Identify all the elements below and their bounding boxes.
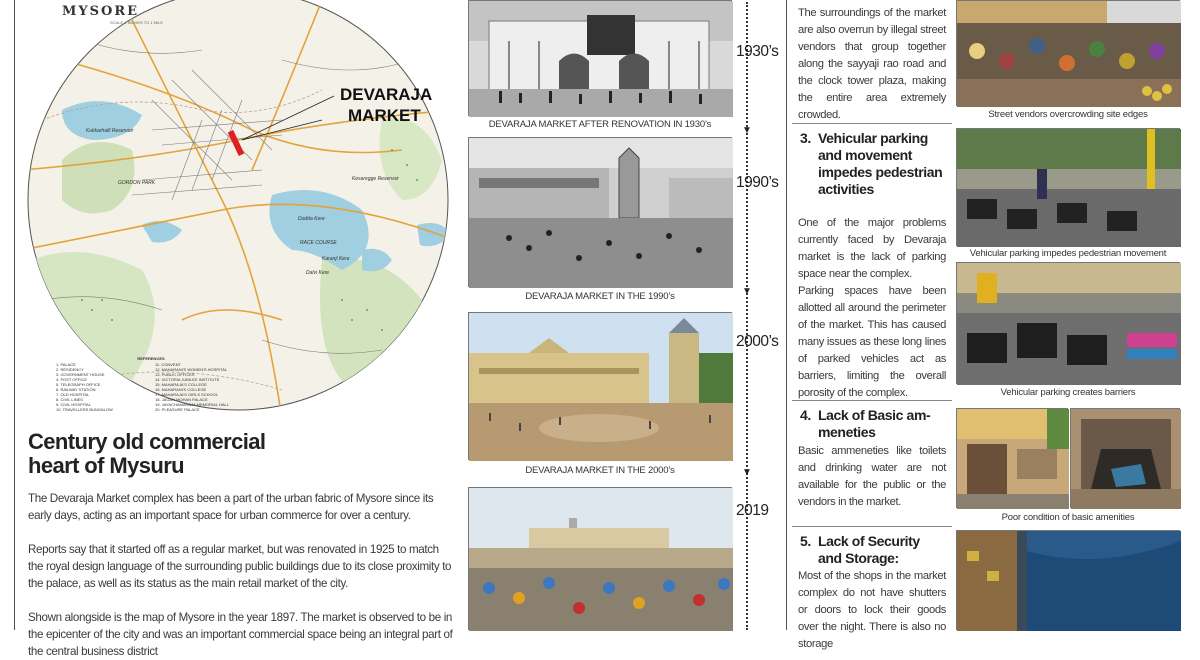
caption-parking-barriers: Vehicular parking creates barriers [1000, 387, 1136, 398]
map-place-label: RACE COURSE [300, 240, 337, 246]
section-4-heading [800, 407, 948, 441]
map-references [56, 356, 246, 412]
map-reference-item: 15. MAHARAJA'S COLLEGE [155, 382, 207, 387]
map-place-label: Kesaregge Reservoir [352, 176, 399, 182]
map-reference-item: 1. PALACE [56, 362, 76, 367]
photo-parking-barriers-image [957, 263, 1181, 385]
map-place-label: Dalvi Kere [306, 270, 330, 276]
photo-parking-barriers [956, 262, 1180, 384]
photo-2019 [468, 487, 732, 630]
street-vendors-paragraph: The surroundings of the market are also overrun by illegal street vendors that group together along the sayyaji rao road and the clock tower plaza, making the entire area extremely crowded. [798, 7, 946, 121]
photo-2000s-image [469, 313, 733, 461]
security-paragraph: Most of the shops in the market complex do not have shutters or doors to lock their goods over the night. There is also no storage [798, 570, 946, 650]
map-place-label: Karanji Kere [322, 256, 350, 262]
map-reference-item: 19. JAYACHAMARAJA MEMORIAL HALL [155, 402, 229, 407]
map-reference-item: 5. TELEGRAPH OFFICE [56, 382, 101, 387]
history-paragraph: Reports say that it started off as a regular market, but was renovated in 1925 to match the royal design language of the surrounding public buildings due to its close proximity to the palace, as well as its status as the main retail market of the city. [28, 543, 452, 590]
map-reference-item: 4. POST OFFICE [56, 377, 88, 382]
map-place-label: Dodda Kere [298, 216, 325, 222]
photo-street-vendors-image [957, 1, 1181, 107]
section-title-line2: heart of Mysuru [28, 453, 185, 478]
caption-1990s: DEVARAJA MARKET IN THE 1990’s [525, 291, 675, 302]
photo-amenities-damaged [1070, 408, 1180, 508]
photo-parking-movement-image [957, 129, 1181, 247]
section-4-heading-line2: meneties [818, 424, 876, 440]
photo-amenities-building [956, 408, 1068, 508]
photo-2000s [468, 312, 732, 460]
map-reference-item: 3. GOVERNMENT HOUSE [56, 372, 105, 377]
map-callout-line1: DEVARAJA [340, 85, 433, 104]
section-divider [792, 526, 952, 527]
map-reference-item: 17. MAHARAJA'S GIRLS SCHOOL [155, 392, 219, 397]
map-callout-line2: MARKET [348, 106, 421, 125]
page-left-border [14, 0, 15, 630]
section-4-number: 4. [800, 407, 811, 423]
photo-1930s-image [469, 1, 733, 117]
map-reference-item: 18. JAGAN MOHAN PALACE [155, 397, 208, 402]
map-callout-devaraja-market [340, 84, 432, 126]
timeline-arrow-icon: ▼ [742, 125, 752, 136]
map-reference-item: 20. PLEASURE PALACE [155, 407, 200, 412]
caption-1930s: DEVARAJA MARKET AFTER RENOVATION IN 1930’s [488, 119, 712, 130]
column-divider [786, 0, 787, 630]
map-reference-item: 7. OLD HOSPITAL [56, 392, 90, 397]
map-reference-item: 13. PUBLIC OFFICES [155, 372, 195, 377]
map-references-heading: REFERENCES [137, 356, 165, 361]
intro-paragraph: The Devaraja Market complex has been a part of the urban fabric of Mysore since its early days, acting as an important space for urban commerce for over a century. [28, 492, 434, 522]
map-reference-item: 6. RAILWAY STATION [56, 387, 96, 392]
timeline-arrow-icon: ▼ [742, 286, 752, 297]
map-reference-item: 16. MAHARANI'S COLLEGE [155, 387, 207, 392]
map-reference-item: 12. MAHARANI'S WOMEN'S HOSPITAL [155, 367, 228, 372]
mysore-map-1897 [22, 0, 454, 420]
section-5-heading-line1: Lack of Security [818, 533, 920, 549]
section-divider [792, 123, 952, 124]
map-reference-item: 2. RESIDENCY [56, 367, 84, 372]
parking-paragraph-2: Parking spaces have been allotted all around the perimeter of the market. This has caused many issues as these long lines of parked vehicles act as barriers, limiting the overall porosity of the complex. [798, 285, 946, 399]
amenities-paragraph: Basic ammeneties like toilets and drinking water are not available for the public or the vendors in the market. [798, 445, 946, 508]
map-reference-item: 11. CONVENT [155, 362, 181, 367]
map-title: MYSORE [62, 4, 140, 19]
map-reference-item: 10. TRAVELLERS BUNGALOW [56, 407, 113, 412]
photo-2019-image [469, 488, 733, 631]
map-references-col1 [56, 362, 147, 412]
map-place-label: GORDON PARK [118, 180, 156, 186]
caption-amenities: Poor condition of basic amenities [1001, 512, 1135, 523]
section-title [28, 430, 265, 478]
map-references-col2 [155, 362, 246, 412]
map-reference-item: 8. CIVIL LINES [56, 397, 83, 402]
timeline-dotted-line [746, 2, 748, 630]
photo-security-storage [956, 530, 1180, 630]
caption-2000s: DEVARAJA MARKET IN THE 2000’s [525, 465, 675, 476]
year-label-2000s: 2000’s [736, 333, 779, 350]
photo-parking-movement [956, 128, 1180, 246]
photo-security-storage-image [957, 531, 1181, 631]
photo-street-vendors [956, 0, 1180, 106]
map-place-label: Kukkarhalli Reservoir [86, 128, 134, 134]
map-paragraph: Shown alongside is the map of Mysore in the year 1897. The market is observed to be in the epicenter of the city and was an important commercial space being an integral part of the central business district [28, 611, 453, 658]
timeline-arrow-icon: ▼ [742, 467, 752, 478]
section-5-heading [800, 533, 948, 567]
year-label-1930s: 1930’s [736, 43, 779, 60]
map-scale: SCALE 1 INCHES TO 1 MILE [110, 20, 163, 25]
section-3-heading [800, 130, 948, 198]
caption-parking-movement: Vehicular parking impedes pedestrian movement [969, 248, 1167, 259]
section-title-line1: Century old commercial [28, 429, 266, 454]
section-5-number: 5. [800, 533, 811, 549]
section-3-heading-line4: activities [818, 181, 874, 197]
section-divider [792, 400, 952, 401]
section-3-heading-line3: impedes pedestrian [818, 164, 943, 180]
section-5-heading-line2: and Storage: [818, 550, 899, 566]
photo-1990s-image [469, 138, 733, 288]
section-3-heading-line1: Vehicular parking [818, 130, 928, 146]
year-label-1990s: 1990’s [736, 174, 779, 191]
section-3-heading-line2: and movement [818, 147, 912, 163]
parking-paragraph-1: One of the major problems currently faced by Devaraja market is the lack of parking space near the complex. [798, 217, 946, 280]
caption-street-vendors: Street vendors overcrowding site edges [988, 109, 1148, 120]
section-4-heading-line1: Lack of Basic am- [818, 407, 931, 423]
map-reference-item: 9. CIVIL HOSPITAL [56, 402, 91, 407]
year-label-2019: 2019 [736, 502, 769, 519]
photo-amenities-building-image [957, 409, 1069, 509]
photo-amenities-damaged-image [1071, 409, 1181, 509]
photo-1990s [468, 137, 732, 287]
section-3-number: 3. [800, 130, 811, 146]
map-reference-item: 14. VICTORIA JUBILEE INSTITUTE [155, 377, 220, 382]
photo-1930s [468, 0, 732, 116]
